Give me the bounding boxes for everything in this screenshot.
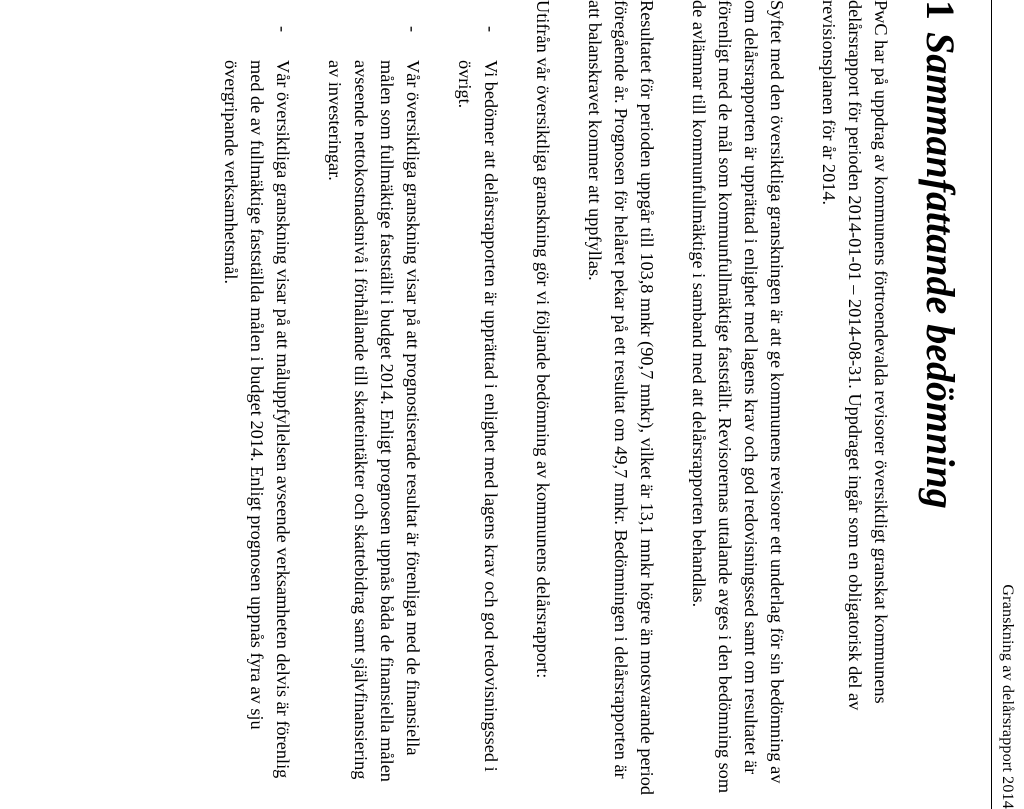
list-item: [218, 0, 296, 800]
bullet-marker: -: [403, 26, 423, 33]
paragraph-result: Resultatet för perioden uppgår till 103,8 mnkr (90,7 mnkr), vilket är 13,1 mnkr högre än motsvarande period föregående år. Prognosen för helåret pekar på ett resultat om 49,7 mnkr. Bedömningen i delårsrapporten är att balanskravet kommer att uppfyllas.: [585, 0, 657, 796]
list-item: [452, 0, 504, 800]
list-item-text: Vår översiktliga granskning visar på att måluppfyllelsen avseende verksamheten delvis är förenlig med de av fullmäktige fastställda målen i budget 2014. Enligt prognosen uppnås fyra av sju övergripande verksamhetsmål.: [221, 60, 293, 779]
paragraph-intro: PwC har på uppdrag av kommunens förtroendevalda revisorer översiktligt granskat kommunens delårsrapport för perioden 2014-01-01 – 2014-08-31. Uppdraget ingår som en obligatorisk del av revisionsplanen för år 2014.: [819, 0, 891, 711]
bullet-marker: -: [481, 26, 501, 33]
paragraph-assessment-intro: Utifrån vår översiktliga granskning gör vi följande bedömning av kommunens delårsrapport:: [533, 0, 553, 679]
assessment-list: [218, 0, 504, 800]
section-title: Sammanfattande bedömning: [918, 32, 963, 509]
list-item: [322, 0, 426, 800]
list-item-text: Vår översiktliga granskning visar på att prognostiserade resultat är förenliga med de finansiella målen som fullmäktige fastställt i budget 2014. Enligt prognosen uppnås båda de finansiella målen avseende nettokostnadsnivå i förhållande till skatteintäkter och skattebidrag samt självfinansiering av investeringar.: [325, 60, 423, 782]
header-rule: [991, 0, 992, 809]
list-item-text: Vi bedömer att delårsrapporten är upprättad i enlighet med lagens krav och god redovisningssed i övrigt.: [455, 60, 501, 772]
body-text: [192, 0, 894, 800]
paragraph-purpose: Syftet med den översiktliga granskningen är att ge kommunens revisorer ett underlag för sin bedömning av om delårsrapporten är upprättad i enlighet med lagens krav och god redovisningssed samt om resultatet är förenligt med de mål som kommunfullmäktige fastställt. Revisorernas uttalande avges i den bedömning som de avlämnar till kommunfullmäktige i samband med att delårsrapporten behandlas.: [689, 0, 787, 794]
section-heading: [917, 0, 964, 509]
running-header: Granskning av delårsrapport 2014: [999, 584, 1016, 809]
section-number: 1: [918, 0, 963, 20]
bullet-marker: -: [273, 26, 293, 33]
